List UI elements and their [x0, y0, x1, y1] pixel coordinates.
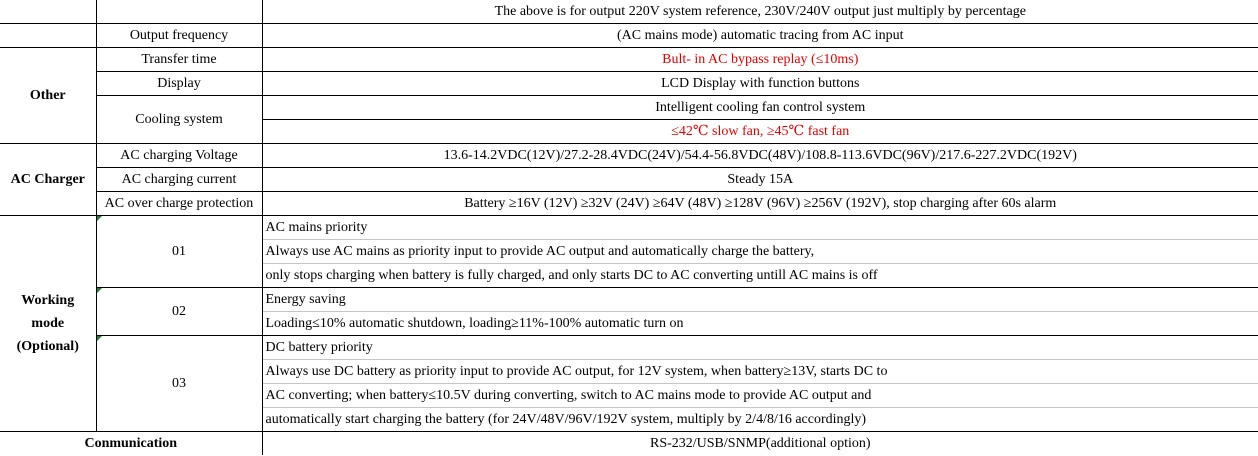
communication-label: Conmunication [0, 432, 262, 456]
output-frequency-value: (AC mains mode) automatic tracing from AC input [262, 24, 1258, 48]
cooling-value-2: ≤42℃ slow fan, ≥45℃ fast fan [262, 120, 1258, 144]
cooling-row-1 [0, 96, 1258, 120]
transfer-time-label: Transfer time [96, 48, 262, 72]
category-ac-charger: AC Charger [0, 144, 96, 216]
ac-voltage-row [0, 144, 1258, 168]
mode-line: only stops charging when battery is fully charged, and only starts DC to AC converting untill AC mains is off [262, 264, 1258, 288]
top-note: The above is for output 220V system reference, 230V/240V output just multiply by percentage [262, 0, 1258, 24]
mode-03-row-1 [0, 336, 1258, 360]
mode-line: AC converting; when battery≤10.5V during converting, switch to AC mains mode to provide AC output and [262, 384, 1258, 408]
empty-cell [0, 24, 96, 48]
ac-voltage-label: AC charging Voltage [96, 144, 262, 168]
top-note-row [0, 0, 1258, 24]
mode-02-row-1 [0, 288, 1258, 312]
ac-protection-row [0, 192, 1258, 216]
transfer-time-row [0, 48, 1258, 72]
ac-protection-value: Battery ≥16V (12V) ≥32V (24V) ≥64V (48V) ≥128V (96V) ≥256V (192V), stop charging after 60s alarm [262, 192, 1258, 216]
working-mode-line-3: (Optional) [16, 339, 79, 354]
output-frequency-row [0, 24, 1258, 48]
mode-line: Always use AC mains as priority input to provide AC output and automatically charge the battery, [262, 240, 1258, 264]
transfer-time-value: Bult- in AC bypass replay (≤10ms) [262, 48, 1258, 72]
ac-current-row [0, 168, 1258, 192]
mode-01-row-1 [0, 216, 1258, 240]
ac-current-value: Steady 15A [262, 168, 1258, 192]
ac-voltage-value: 13.6-14.2VDC(12V)/27.2-28.4VDC(24V)/54.4-56.8VDC(48V)/108.8-113.6VDC(96V)/217.6-227.2VDC(192V) [262, 144, 1258, 168]
working-mode-line-1: Working [21, 293, 75, 308]
ac-current-label: AC charging current [96, 168, 262, 192]
mode-line: automatically start charging the battery (for 24V/48V/96V/192V system, multiply by 2/4/8/16 accordingly) [262, 408, 1258, 432]
mode-line: Loading≤10% automatic shutdown, loading≥11%-100% automatic turn on [262, 312, 1258, 336]
mode-line: AC mains priority [262, 216, 1258, 240]
mode-line: Always use DC battery as priority input to provide AC output, for 12V system, when battery≥13V, starts DC to [262, 360, 1258, 384]
communication-value: RS-232/USB/SNMP(additional option) [649, 436, 871, 451]
mode-id: 01 [96, 216, 262, 288]
working-mode-line-2: mode [31, 316, 65, 331]
category-other: Other [0, 48, 96, 144]
communication-row [0, 432, 1258, 456]
category-working-mode [0, 216, 96, 432]
cooling-label: Cooling system [96, 96, 262, 144]
mode-id: 03 [96, 336, 262, 432]
ac-protection-label: AC over charge protection [96, 192, 262, 216]
display-label: Display [96, 72, 262, 96]
mode-line: DC battery priority [262, 336, 1258, 360]
cooling-value-1: Intelligent cooling fan control system [262, 96, 1258, 120]
display-value: LCD Display with function buttons [262, 72, 1258, 96]
display-row [0, 72, 1258, 96]
mode-id: 02 [96, 288, 262, 336]
output-frequency-label: Output frequency [96, 24, 262, 48]
empty-cell [0, 0, 96, 24]
empty-cell [96, 0, 262, 24]
mode-line: Energy saving [262, 288, 1258, 312]
